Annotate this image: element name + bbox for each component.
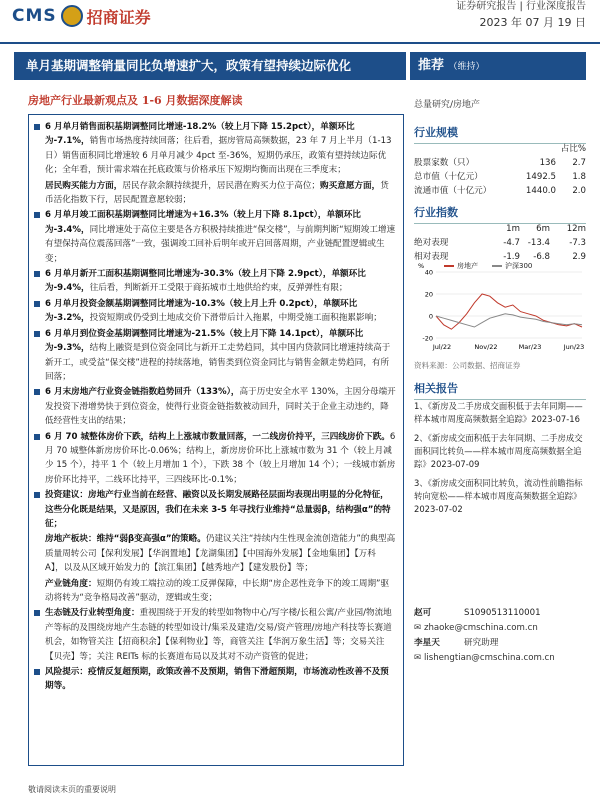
y-tick-label: 20: [424, 290, 433, 299]
related-report-link[interactable]: 3、《新房成交面积同比转负，流动性前瞻指标转向宽松——样本城市周度高频数据全追踪》2023-07-02: [414, 478, 583, 514]
paragraph: 6 月末房地产行业资金链指数趋势回升（133%），高于历史安全水平 130%，主因分母端开发投资下滑增势快于到位资金，使得行业资金链指数被动回升，同时关于企业主动违约，降低经营性支出的结果；: [45, 385, 397, 428]
y-tick-label: 40: [424, 268, 433, 277]
legend-item: 房地产: [444, 261, 478, 271]
report-type: 证券研究报告 | 行业深度报告: [456, 1, 586, 12]
related-report-link[interactable]: 1、《新房及二手房成交面积低于去年同期——样本城市周度高频数据全追踪》2023-07-16: [414, 401, 583, 424]
chart-legend: [444, 261, 532, 271]
paragraph: 房地产板块：维持“弱β变高强α”的策略。仍建议关注“持续内生性现金流创造能力”的典型高质量周转公司【保利发展】【华润置地】【龙湖集团】【中国海外发展】【金地集团】【万科 A】，以及从区域开始发力的【滨江集团】【越秀地产】【建发股份】等；: [45, 534, 396, 574]
report-date: 2023 年 07 月 19 日: [479, 16, 586, 29]
related-report-link[interactable]: 2、《新房成交面积低于去年同期、二手房成交面积同比转负——样本城市周度高频数据全追踪》2023-07-09: [414, 433, 583, 469]
industry-scale-table: [414, 142, 586, 198]
paragraph: 6 月单月销售面积基期调整同比增速-18.2%（较上月下降 15.2pct），单额环比为-7.1%，销售市场热度持续回落；往后看，据房管局高频数据，23 年 7 月上半月（1-13 日）销售面积同比增速较 6 月单月减少 4pct 至-36%，短期仍承压，政策有望持续边际优化；全年看，预计需求端在托底政策与价格承压下短期均衡而出现在三季度末；: [45, 120, 397, 178]
chart-source: 资料来源：公司数据、招商证券: [414, 361, 521, 370]
analyst-id: S1090513110001: [464, 608, 541, 618]
analyst-role: 研究助理: [464, 638, 499, 648]
related-reports-list: [414, 400, 586, 522]
paragraph: 风险提示：疫情反复超预期，政策改善不及预期，销售下滑超预期，市场流动性改善不及预期等。: [45, 665, 397, 694]
analyst-contacts: [414, 606, 586, 666]
paragraph: 6 月单月新开工面积基期调整同比增速为-30.3%（较上月下降 2.9pct），单额环比为-9.4%，往后看，判断新开工受限于商拓城市土地供给约束，反弹弹性有限；: [45, 267, 397, 296]
report-subtitle: 房地产行业最新观点及 1-6 月数据深度解读: [28, 94, 243, 107]
x-tick-label: Jun/23: [563, 343, 585, 351]
analyst-name: 李星天: [414, 638, 440, 648]
company-logo: CMS 招商证券: [12, 6, 151, 27]
x-tick-label: Nov/22: [474, 343, 498, 351]
paragraph: 生态链及行业转型角度：重视围绕于开发的转型如物物中心/写字楼/长租公寓/产业园/物流地产等标的及围绕房地产生态链的转型如设计/集采及建造/交易/资产管理/房地产科技等长赛道机会，如物管关注【招商积余】【保利物业】等，商管关注【华润万象生活】等；交易关注【贝壳】等；关注 REITs 标的长赛道布局以及其对不动产资管的促进；: [45, 606, 397, 664]
table-header-row: 占比%: [560, 144, 586, 154]
logo-emblem-icon: [61, 5, 83, 27]
index-line-chart: [414, 258, 588, 356]
related-reports-title: 相关报告: [414, 380, 586, 400]
report-title: 单月基期调整销量同比负增速扩大，政策有望持续边际优化: [14, 52, 406, 80]
table-row: 总市值（十亿元） 1492.5 1.8: [414, 172, 586, 182]
footer-disclaimer: 敬请阅读末页的重要说明: [28, 785, 116, 794]
email-icon: ✉: [414, 623, 424, 633]
x-tick-label: Mar/23: [518, 343, 542, 351]
rating-banner: [410, 52, 586, 80]
table-row: 绝对表现 -4.7 -13.4 -7.3: [414, 238, 586, 248]
x-tick-label: Jul/22: [432, 343, 452, 351]
rating-qualifier: （维持）: [448, 62, 485, 72]
paragraph: 6 月单月竣工面积基期调整同比增速为+16.3%（较上月下降 8.1pct），单额环比为-3.4%，同比增速处于高位主要是各方积极持续推进“保交楼”，与前期判断“短期竣工增速有望保持高位震荡回落”一致，强调竣工回补后明年或开启回落周期，产业链配置逻辑或生变；: [45, 208, 397, 266]
industry-scale-title: 行业规模: [414, 124, 586, 144]
table-row: 相对表现 -1.9 -6.8 2.9: [414, 252, 586, 262]
email-icon: ✉: [414, 653, 424, 663]
y-unit-label: %: [418, 262, 425, 270]
y-tick-label: -20: [422, 334, 433, 343]
paragraph: 投资建议：房地产行业当前在经营、融资以及长期发展路径层面均表现出明显的分化特征，这些分化既是结果，又是原因，我们在未来 3-5 年寻找行业维持“总量弱β，结构强α”的特征；: [45, 488, 397, 531]
paragraph: 居民购买能力方面，居民存款余额持续提升，居民潜在购买力位于高位；购买意愿方面，货币活化指数下行，居民配置意愿较弱；: [45, 180, 389, 206]
legend-item: 沪深300: [492, 261, 532, 271]
analyst-email[interactable]: lishengtian@cmschina.com.cn: [423, 653, 555, 663]
report-header: [0, 0, 600, 44]
paragraph: 产业链角度：短期仍有竣工端拉动的竣工反弹保障，中长期“房企恶性竞争下的竣工周期”驱动将转为“竞争格局改善”驱动，逻辑或生变；: [45, 578, 390, 603]
analyst-email[interactable]: zhaoke@cmschina.com.cn: [423, 623, 538, 633]
paragraph: 6 月 70 城整体房价下跌，结构上上涨城市数量回落，一二线房价持平，三四线房价下跌。6 月 70 城整体新房房价环比-0.06%；结构上，新房房价环比上涨城市数为 31 个（较上月减少 15 个），持平 1 个（较上月增加 1 个），下跌 38 个（较上月增加 14 个）；一线城市新房房价环比持平，二线环比持平，三四线环比-0.1%；: [45, 430, 397, 488]
y-tick-label: 0: [428, 312, 433, 321]
table-row: 股票家数（只） 136 2.7: [414, 158, 586, 168]
industry-index-title: 行业指数: [414, 204, 586, 224]
main-content: [28, 114, 404, 766]
header-meta: [456, 0, 586, 30]
table-row: 流通市值（十亿元） 1440.0 2.0: [414, 186, 586, 196]
paragraph: 6 月单月到位资金基期调整同比增速为-21.5%（较上月下降 14.1pct），单额环比为-9.3%，结构上融资是到位资金同比与新开工走势趋同，其中国内贷款同比增速持续高于新开工，或受益“保交楼”进程的持续落地，销售类到位资金同比与销售金额走势趋同，有所回落；: [45, 327, 397, 385]
rating-label: 推荐: [418, 58, 445, 73]
industry-category: 总量研究/房地产: [414, 100, 481, 110]
paragraph: 6 月单月投资金额基期调整同比增速为-10.3%（较上月上升 0.2pct），单额环比为-3.2%，投资短期或仍受到土地成交价下滑带后计入拖累，中期受施工面积拖累影响；: [45, 297, 397, 326]
index-chart: [414, 258, 588, 356]
table-header-row: 1m 6m 12m: [506, 224, 586, 234]
analyst-name: 赵可: [414, 608, 432, 618]
